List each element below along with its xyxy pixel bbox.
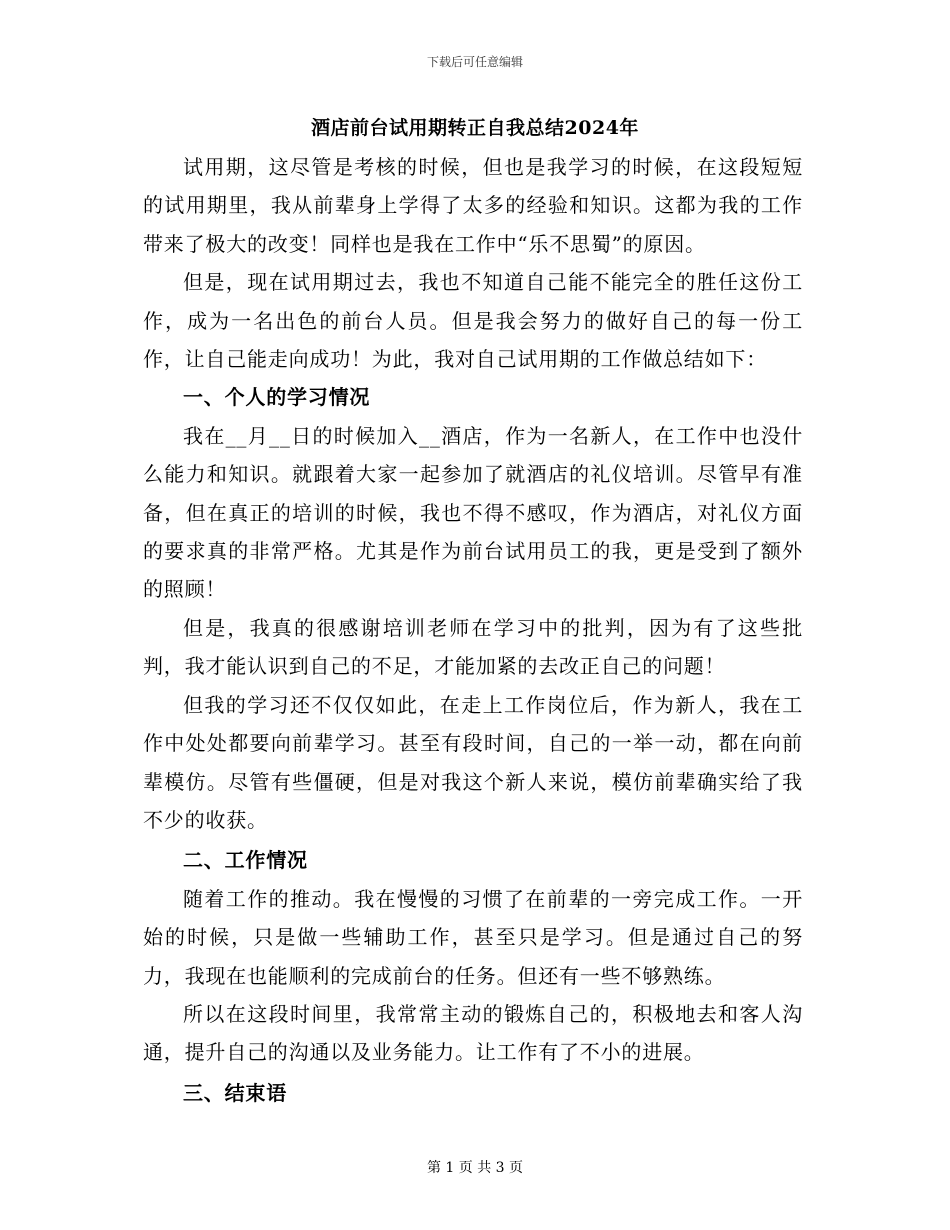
header-note: 下载后可任意编辑 (426, 55, 523, 69)
section2-paragraph-1: 随着工作的推动。我在慢慢的习惯了在前辈的一旁完成工作。一开始的时候，只是做一些辅助工作，甚至只是学习。但是通过自己的努力，我现在也能顺利的完成前台的任务。但还有一些不够熟练。 (143, 886, 803, 988)
section2-paragraph-2: 所以在这段时间里，我常常主动的锻炼自己的，积极地去和客人沟通，提升自己的沟通以及业务能力。让工作有了不小的进展。 (143, 1001, 803, 1065)
document-title: 酒店前台试用期转正自我总结2024年 (311, 117, 639, 139)
document-body (143, 148, 803, 1112)
intro-paragraph-2: 但是，现在试用期过去，我也不知道自己能不能完全的胜任这份工作，成为一名出色的前台人员。但是我会努力的做好自己的每一份工作，让自己能走向成功！为此，我对自己试用期的工作做总结如下： (143, 270, 803, 372)
section1-paragraph-3: 但我的学习还不仅仅如此，在走上工作岗位后，作为新人，我在工作中处处都要向前辈学习。甚至有段时间，自己的一举一动，都在向前辈模仿。尽管有些僵硬，但是对我这个新人来说，模仿前辈确实给了我不少的收获。 (143, 692, 803, 832)
section1-paragraph-2: 但是，我真的很感谢培训老师在学习中的批判，因为有了这些批判，我才能认识到自己的不足，才能加紧的去改正自己的问题！ (143, 615, 803, 679)
section-heading-1: 一、个人的学习情况 (183, 385, 371, 410)
section1-paragraph-1: 我在__月__日的时候加入__酒店，作为一名新人，在工作中也没什么能力和知识。就跟着大家一起参加了就酒店的礼仪培训。尽管早有准备，但在真正的培训的时候，我也不得不感叹，作为酒店，对礼仪方面的要求真的非常严格。尤其是作为前台试用员工的我，更是受到了额外的照顾！ (143, 423, 803, 602)
page-footer: 第 1 页 共 3 页 (426, 1160, 524, 1176)
section-heading-3: 三、结束语 (183, 1080, 287, 1105)
section-heading-2: 二、工作情况 (183, 848, 308, 873)
intro-paragraph-1: 试用期，这尽管是考核的时候，但也是我学习的时候，在这段短短的试用期里，我从前辈身上学得了太多的经验和知识。这都为我的工作带来了极大的改变！同样也是我在工作中“乐不思蜀”的原因。 (143, 155, 803, 256)
